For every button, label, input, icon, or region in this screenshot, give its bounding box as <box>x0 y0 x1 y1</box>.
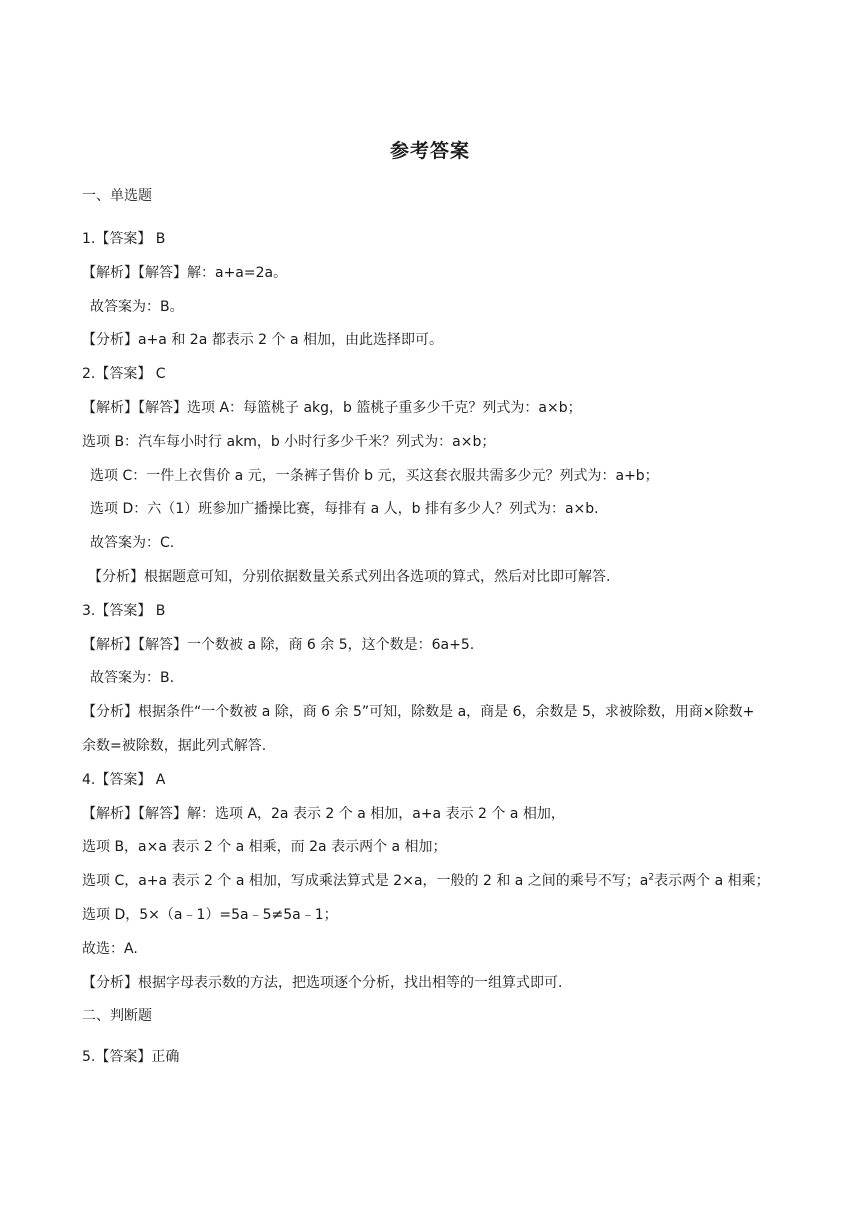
answer-3-explanation: 【解析】【解答】一个数被 a 除，商 6 余 5，这个数是：6a+5. <box>82 637 475 653</box>
answer-4-option-b: 选项 B，a×a 表示 2 个 a 相乘，而 2a 表示两个 a 相加； <box>82 839 447 855</box>
answer-2-conclusion: 故答案为：C. <box>90 535 175 551</box>
answer-1-analysis: 【分析】a+a 和 2a 都表示 2 个 a 相加，由此选择即可。 <box>82 332 444 348</box>
answer-2-explanation: 【解析】【解答】选项 A：每篮桃子 akg，b 篮桃子重多少千克？列式为：a×b； <box>82 400 582 416</box>
superscript-2: 2 <box>648 872 655 883</box>
answer-5-heading: 5.【答案】正确 <box>82 1049 180 1065</box>
answer-2-option-c: 选项 C：一件上衣售价 a 元，一条裤子售价 b 元，买这套衣服共需多少元？列式为：a+b； <box>90 468 659 484</box>
answer-2-option-d: 选项 D：六（1）班参加广播操比赛，每排有 a 人，b 排有多少人？列式为：a×b. <box>90 501 599 517</box>
answer-3-analysis-cont: 余数=被除数，据此列式解答. <box>82 738 267 754</box>
answer-4-conclusion: 故选：A. <box>82 941 138 957</box>
answer-3-analysis: 【分析】根据条件“一个数被 a 除，商 6 余 5”可知，除数是 a，商是 6，余数是 5，求被除数，用商×除数+ <box>82 704 755 720</box>
answer-4-analysis: 【分析】根据字母表示数的方法，把选项逐个分析，找出相等的一组算式即可. <box>82 975 563 991</box>
answer-2-heading: 2.【答案】 C <box>82 366 166 382</box>
answer-1-explanation: 【解析】【解答】解：a+a=2a。 <box>82 265 288 281</box>
answer-4-option-c <box>82 872 770 890</box>
answer-3-heading: 3.【答案】 B <box>82 603 166 619</box>
page-title: 参考答案 <box>389 140 470 162</box>
answer-2-option-b: 选项 B：汽车每小时行 akm，b 小时行多少千米？列式为：a×b； <box>82 434 496 450</box>
answer-4-heading: 4.【答案】 A <box>82 772 166 788</box>
answer-3-conclusion: 故答案为：B. <box>90 670 175 686</box>
answer-4-option-c-text: 选项 C，a+a 表示 2 个 a 相加，写成乘法算式是 2×a，一般的 2 和 a 之间的乘号不写；a <box>82 873 649 889</box>
section-heading-true-false: 二、判断题 <box>82 1008 152 1024</box>
answer-1-conclusion: 故答案为：B。 <box>90 299 184 315</box>
answer-4-option-d: 选项 D，5×（a﹣1）=5a﹣5≠5a﹣1； <box>82 907 338 923</box>
answer-4-option-c-text-end: 表示两个 a 相乘； <box>654 873 770 889</box>
section-heading-single-choice: 一、单选题 <box>82 188 152 204</box>
answer-2-analysis: 【分析】根据题意可知，分别依据数量关系式列出各选项的算式，然后对比即可解答. <box>88 569 611 585</box>
answer-4-explanation: 【解析】【解答】解：选项 A，2a 表示 2 个 a 相加，a+a 表示 2 个 a 相加， <box>82 806 565 822</box>
answer-1-heading: 1.【答案】 B <box>82 231 166 247</box>
